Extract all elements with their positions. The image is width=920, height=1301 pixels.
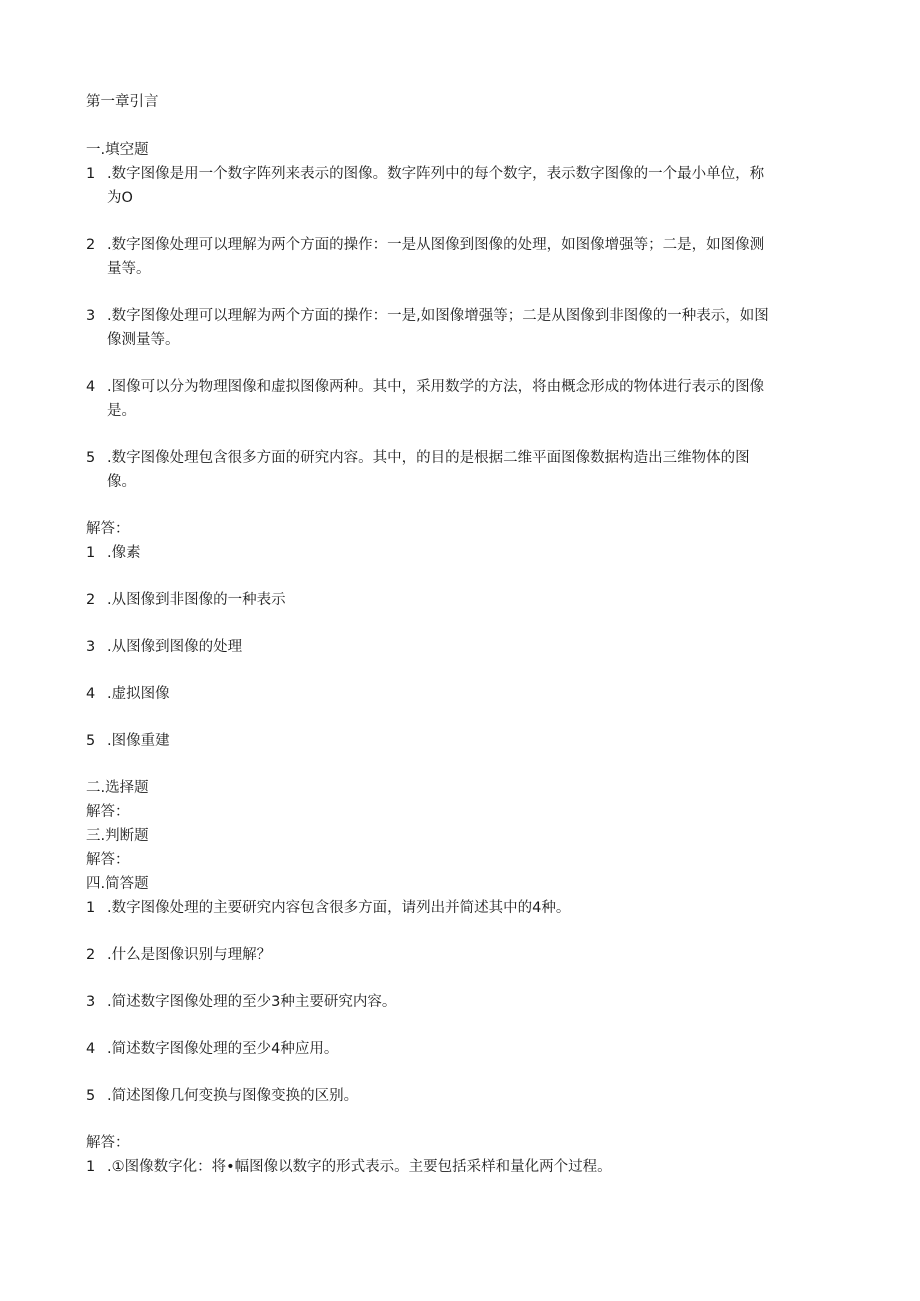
fill-blank-answer-1 bbox=[86, 541, 776, 565]
spacer bbox=[86, 659, 776, 682]
question-text: .简述数字图像处理的至少3种主要研究内容。 bbox=[107, 994, 397, 1010]
answer-number: 3 bbox=[86, 639, 96, 655]
question-text: .图像可以分为物理图像和虚拟图像两种。其中，采用数学的方法，将由概念形成的物体进行表示的图像是。 bbox=[107, 379, 765, 419]
spacer bbox=[86, 1061, 776, 1084]
fill-blank-answer-3 bbox=[86, 635, 776, 659]
question-number: 3 bbox=[86, 308, 96, 324]
question-number: 5 bbox=[86, 1088, 96, 1104]
fill-blank-answer-2 bbox=[86, 588, 776, 612]
spacer bbox=[86, 612, 776, 635]
short-answer-question-1 bbox=[86, 896, 776, 920]
question-number: 2 bbox=[86, 947, 96, 963]
question-number: 3 bbox=[86, 994, 96, 1010]
question-number: 1 bbox=[86, 166, 96, 182]
answer-text: .虚拟图像 bbox=[107, 686, 170, 702]
fill-blank-question-2 bbox=[86, 233, 776, 281]
spacer bbox=[86, 1108, 776, 1131]
chapter-title: 第一章引言 bbox=[86, 94, 159, 110]
question-text: .数字图像处理可以理解为两个方面的操作：一是,如图像增强等；二是从图像到非图像的一种表示，如图像测量等。 bbox=[107, 308, 769, 348]
question-text: .简述数字图像处理的至少4种应用。 bbox=[107, 1041, 339, 1057]
question-number: 2 bbox=[86, 237, 96, 253]
answer-label: 解答： bbox=[86, 852, 130, 868]
answer-text: .像素 bbox=[107, 545, 141, 561]
spacer bbox=[86, 494, 776, 517]
short-answer-answer-1 bbox=[86, 1155, 776, 1179]
question-number: 4 bbox=[86, 1041, 96, 1057]
fill-blank-question-4 bbox=[86, 375, 776, 423]
answer-label: 解答： bbox=[86, 804, 130, 820]
answer-text: .从图像到非图像的一种表示 bbox=[107, 592, 286, 608]
fill-blank-question-1 bbox=[86, 162, 776, 210]
question-text: .数字图像是用一个数字阵列来表示的图像。数字阵列中的每个数字，表示数字图像的一个最小单位，称为O bbox=[107, 166, 765, 206]
spacer bbox=[86, 565, 776, 588]
question-text: .数字图像处理包含很多方面的研究内容。其中，的目的是根据二维平面图像数据构造出三维物体的图像。 bbox=[107, 450, 750, 490]
spacer bbox=[86, 423, 776, 446]
answer-text: .从图像到图像的处理 bbox=[107, 639, 243, 655]
section-heading-fill-blank: 一.填空题 bbox=[86, 142, 149, 158]
short-answer-question-4 bbox=[86, 1037, 776, 1061]
spacer bbox=[86, 281, 776, 304]
fill-blank-question-3 bbox=[86, 304, 776, 352]
short-answer-question-3 bbox=[86, 990, 776, 1014]
answer-number: 5 bbox=[86, 733, 96, 749]
question-number: 4 bbox=[86, 379, 96, 395]
spacer bbox=[86, 114, 776, 138]
spacer bbox=[86, 967, 776, 990]
answer-number: 4 bbox=[86, 686, 96, 702]
section-heading-true-false: 三.判断题 bbox=[86, 828, 149, 844]
answer-number: 1 bbox=[86, 1159, 96, 1175]
question-text: .简述图像几何变换与图像变换的区别。 bbox=[107, 1088, 359, 1104]
fill-blank-question-5 bbox=[86, 446, 776, 494]
answer-label: 解答： bbox=[86, 1135, 130, 1151]
question-text: .数字图像处理可以理解为两个方面的操作：一是从图像到图像的处理，如图像增强等；二是，如图像测量等。 bbox=[107, 237, 765, 277]
question-number: 5 bbox=[86, 450, 96, 466]
spacer bbox=[86, 706, 776, 729]
question-text: .什么是图像识别与理解？ bbox=[107, 947, 272, 963]
spacer bbox=[86, 920, 776, 943]
document-page bbox=[86, 90, 776, 1179]
question-number: 1 bbox=[86, 900, 96, 916]
question-text: .数字图像处理的主要研究内容包含很多方面，请列出并简述其中的4种。 bbox=[107, 900, 571, 916]
answer-number: 1 bbox=[86, 545, 96, 561]
short-answer-question-2 bbox=[86, 943, 776, 967]
section-heading-multiple-choice: 二.选择题 bbox=[86, 780, 149, 796]
spacer bbox=[86, 210, 776, 233]
answer-label: 解答： bbox=[86, 521, 130, 537]
section-heading-short-answer: 四.简答题 bbox=[86, 876, 149, 892]
short-answer-question-5 bbox=[86, 1084, 776, 1108]
spacer bbox=[86, 352, 776, 375]
spacer bbox=[86, 1014, 776, 1037]
spacer bbox=[86, 753, 776, 776]
answer-number: 2 bbox=[86, 592, 96, 608]
answer-text: .图像重建 bbox=[107, 733, 170, 749]
fill-blank-answer-5 bbox=[86, 729, 776, 753]
fill-blank-answer-4 bbox=[86, 682, 776, 706]
answer-text: .①图像数字化：将•幅图像以数字的形式表示。主要包括采样和量化两个过程。 bbox=[107, 1159, 612, 1175]
